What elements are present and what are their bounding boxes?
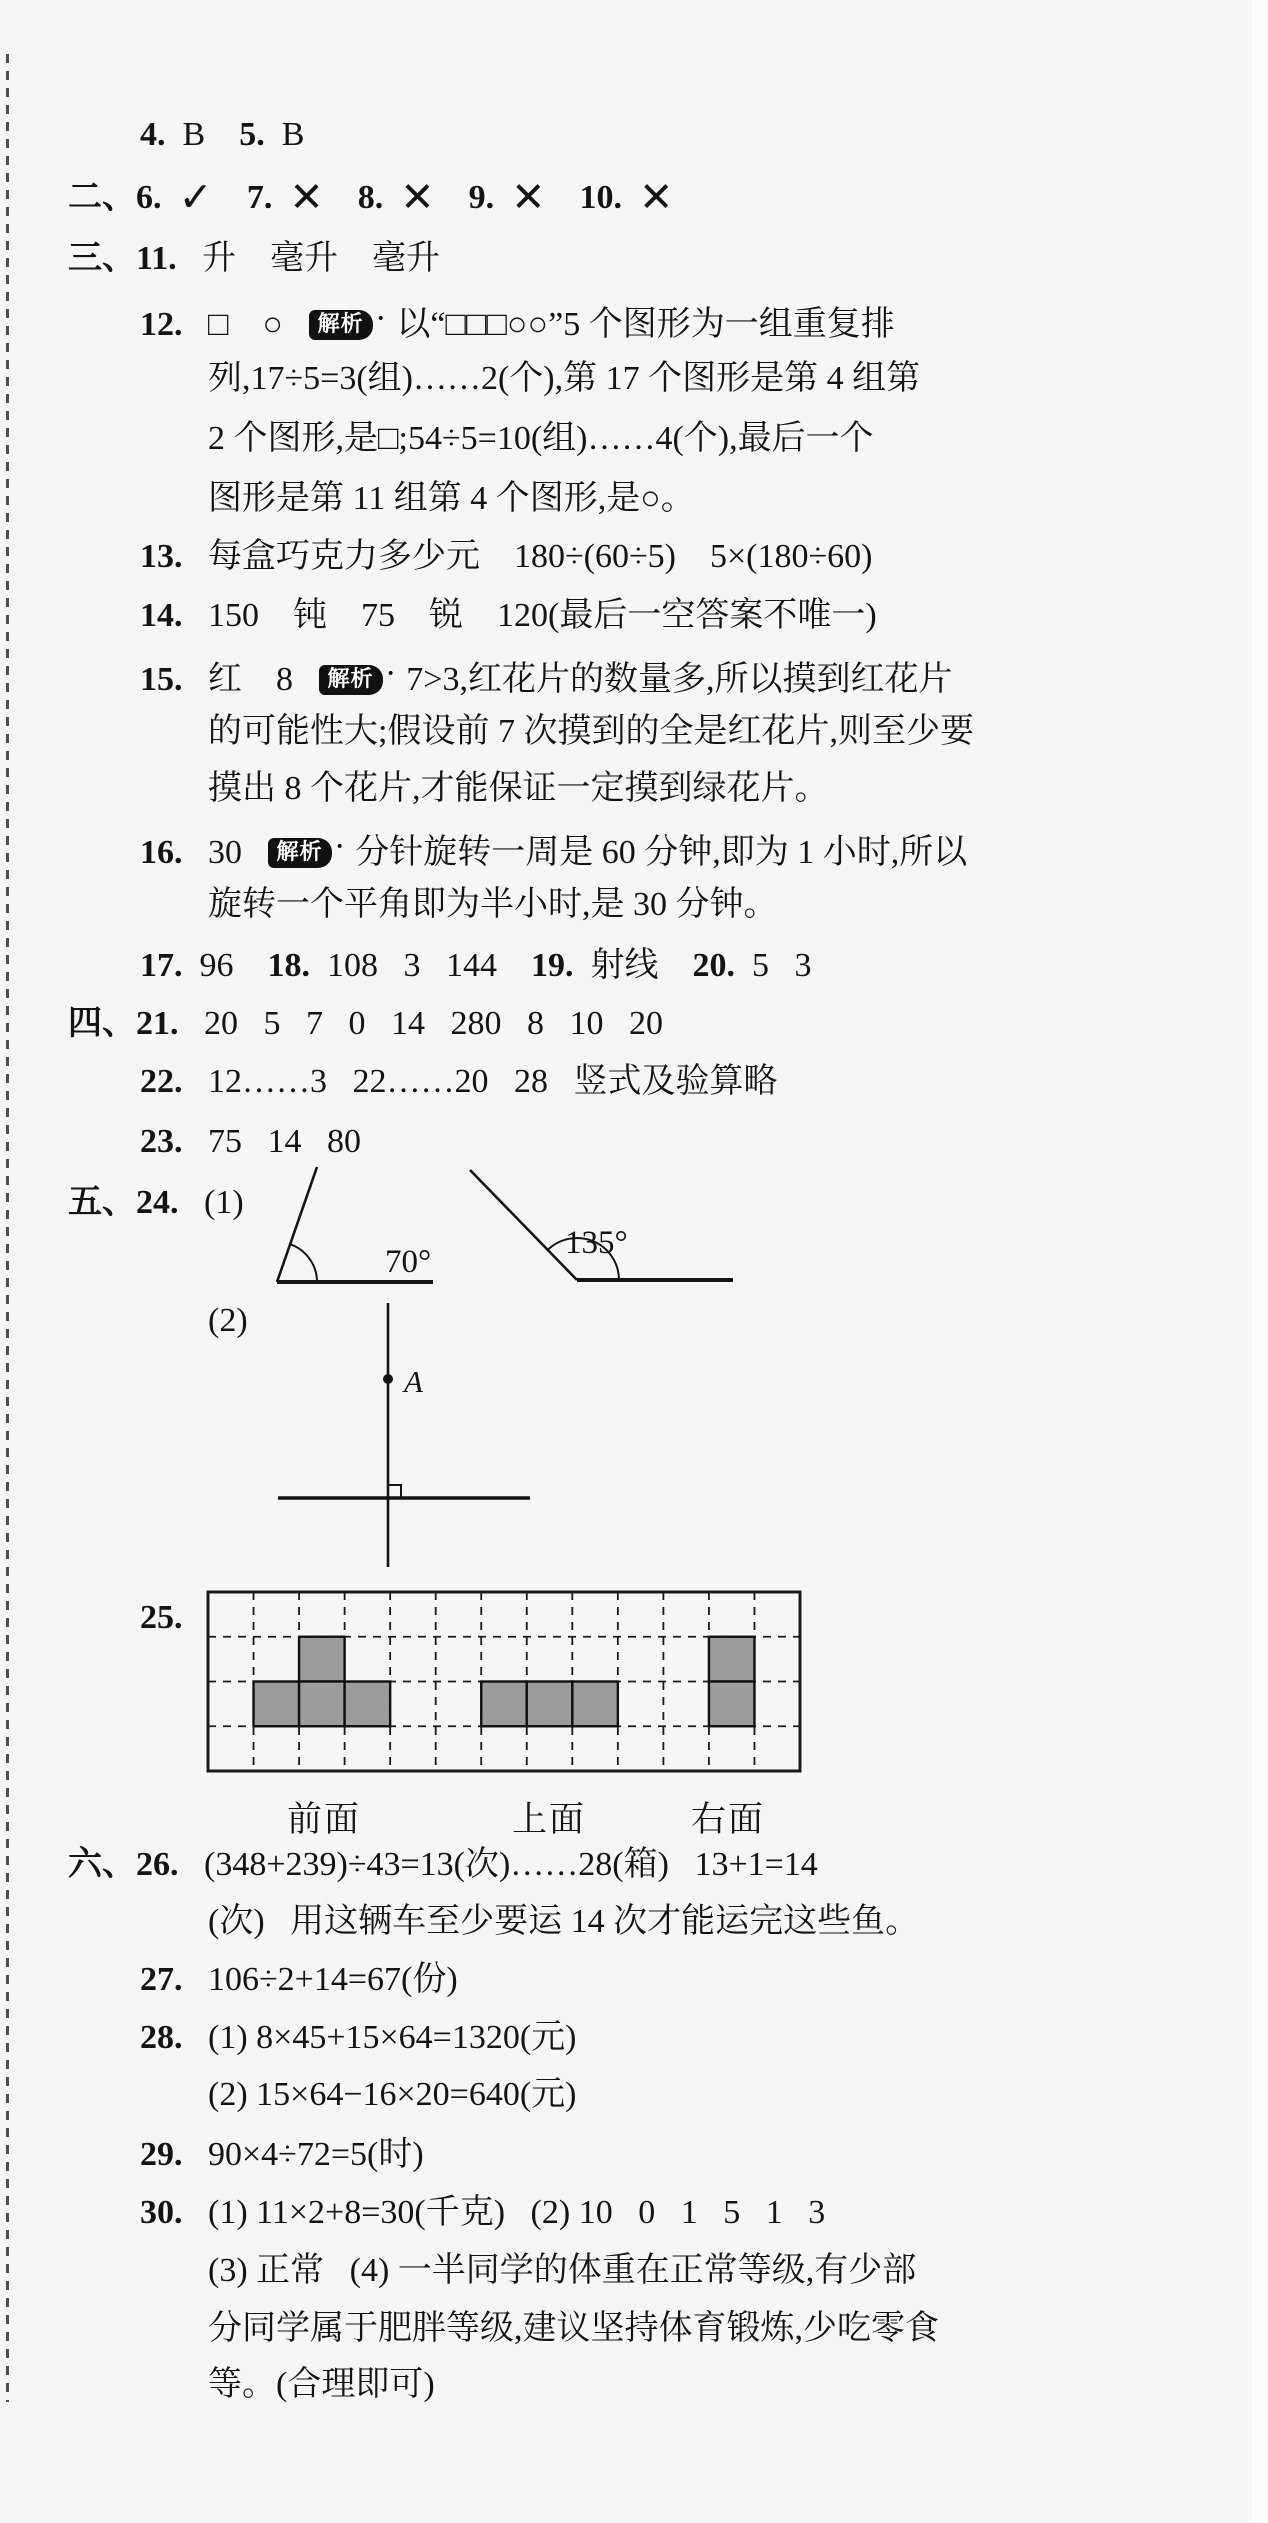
answer-text: [545, 179, 579, 216]
answer-line: [68, 174, 673, 221]
answer-line: [140, 1059, 778, 1105]
angle2-label: 135°: [565, 1225, 628, 1261]
analysis-badge: 解析: [319, 665, 383, 695]
question-number: 7.: [246, 179, 273, 216]
answer-text: (次) 用这辆车至少要运 14 次才能运完这些鱼。: [208, 1903, 920, 1940]
shaded-cell: [709, 1637, 755, 1682]
question-number: 27.: [140, 1961, 183, 1998]
page-edge: [1252, 0, 1268, 2523]
question-number: 9.: [468, 179, 495, 216]
perpendicular-diagram: [270, 1295, 540, 1579]
angle-diagrams: [250, 1148, 760, 1300]
shaded-cell: [299, 1637, 345, 1682]
shaded-cell: [709, 1682, 755, 1727]
angle2-slant-ray: [470, 1170, 577, 1280]
question-number: 18.: [267, 947, 310, 984]
angle1-arc: [291, 1244, 317, 1282]
answer-text: 射线: [573, 947, 693, 984]
question-number: 23.: [140, 1123, 183, 1160]
question-number: 25.: [140, 1599, 183, 1636]
answer-text: [494, 179, 511, 216]
answer-text: 106÷2+14=67(份): [182, 1961, 458, 1998]
right-angle-mark: [388, 1485, 401, 1498]
answer-text: [435, 179, 469, 216]
answer-line: [208, 1298, 248, 1344]
question-number: 五、24.: [68, 1184, 179, 1221]
answer-text: 2 个图形,是□;54÷5=10(组)……4(个),最后一个: [208, 420, 874, 457]
question-number: 20.: [692, 947, 735, 984]
question-number: 4.: [140, 116, 166, 153]
answer-text: (1) 11×2+8=30(千克) (2) 10 0 1 5 1 3: [182, 2194, 826, 2231]
answer-text: 12……3 22……20 28 竖式及验算略: [182, 1063, 778, 1100]
answer-line: [140, 651, 952, 703]
answer-text: [622, 179, 639, 216]
question-number: 四、21.: [68, 1005, 179, 1042]
question-number: 6.: [136, 179, 162, 216]
answer-text: (1) 8×45+15×64=1320(元): [182, 2019, 577, 2056]
page-margin-divider: [6, 54, 9, 2402]
answer-text: (3) 正常 (4) 一半同学的体重在正常等级,有少部: [208, 2252, 917, 2289]
shaded-cell: [254, 1682, 300, 1727]
point-A-dot: [383, 1374, 393, 1384]
answer-text: 的可能性大;假设前 7 次摸到的全是红花片,则至少要: [208, 713, 974, 750]
answer-text: 每盒巧克力多少元 180÷(60÷5) 5×(180÷60): [182, 538, 873, 575]
answer-line: [140, 534, 872, 580]
answer-line: [208, 356, 920, 402]
question-number: 5.: [239, 116, 265, 153]
question-number: 15.: [140, 661, 183, 698]
answer-line: [208, 882, 778, 928]
answer-text: ✓: [178, 173, 213, 221]
answer-line: [208, 2306, 939, 2352]
answer-text: □ ○: [182, 306, 309, 343]
answer-text: [383, 179, 400, 216]
answer-text: 150 钝 75 锐 120(最后一空答案不唯一): [182, 597, 877, 634]
answer-line: [208, 2248, 916, 2294]
badge-dot: •: [335, 839, 344, 855]
answer-text: [213, 179, 247, 216]
question-number: 8.: [357, 179, 384, 216]
answer-text: [324, 179, 358, 216]
answer-text: 旋转一个平角即为半小时,是 30 分钟。: [208, 886, 778, 923]
answer-text: 红 8: [182, 661, 319, 698]
answer-text: B: [165, 116, 240, 153]
question-number: 19.: [531, 947, 574, 984]
answer-text: 摸出 8 个花片,才能保证一定摸到绿花片。: [208, 770, 829, 807]
answer-text: (2) 15×64−16×20=640(元): [208, 2076, 577, 2113]
question-number: 17.: [140, 947, 183, 984]
answer-text: 升 毫升 毫升: [176, 240, 441, 277]
answer-line: [208, 1899, 919, 1945]
point-A-label: A: [404, 1364, 423, 1399]
answer-line: [140, 593, 877, 639]
badge-dot: •: [386, 666, 395, 682]
answer-line: [208, 766, 829, 812]
question-number: 30.: [140, 2194, 183, 2231]
answer-line: [140, 296, 895, 348]
answer-text: 5 3: [735, 947, 812, 984]
question-number: 12.: [140, 306, 183, 343]
shaded-cell: [572, 1682, 618, 1727]
angle1-slant-ray: [277, 1167, 317, 1282]
answer-text: 108 3 144: [310, 947, 531, 984]
view-label: 上面: [512, 1800, 587, 1839]
answer-text: ✕: [638, 173, 674, 221]
question-number: 二、: [68, 179, 136, 216]
shaded-cell: [481, 1682, 527, 1727]
question-number: 14.: [140, 597, 183, 634]
answer-line: [68, 1180, 244, 1226]
answer-text: 96: [182, 947, 268, 984]
answer-line: [68, 1001, 663, 1047]
answer-text: (1): [178, 1184, 244, 1221]
answer-text: 20 5 7 0 14 280 8 10 20: [178, 1005, 663, 1042]
view-label: 右面: [691, 1800, 766, 1839]
answer-text: ✕: [400, 173, 435, 221]
angle1-label: 70°: [385, 1244, 432, 1280]
answer-text: 图形是第 11 组第 4 个图形,是○。: [208, 480, 695, 517]
answer-line: [140, 2132, 424, 2178]
views-grid-diagram: [205, 1589, 805, 1779]
answer-line: [140, 112, 304, 158]
analysis-badge: 解析: [268, 838, 332, 868]
answer-text: 90×4÷72=5(时): [182, 2136, 424, 2173]
answer-text: 等。(合理即可): [208, 2366, 435, 2403]
answer-text: B: [264, 116, 305, 153]
answer-text: 75 14 80: [182, 1123, 361, 1160]
question-number: 29.: [140, 2136, 183, 2173]
answer-text: (348+239)÷43=13(次)……28(箱) 13+1=14: [178, 1846, 818, 1883]
answer-line: [208, 709, 974, 755]
answer-line: [140, 943, 812, 989]
answer-text: 以“□□□○○”5 个图形为一组重复排: [387, 306, 895, 343]
answer-text: (2): [208, 1302, 248, 1339]
answer-line: [208, 2362, 435, 2408]
answer-text: 30: [182, 834, 268, 871]
answer-line: [140, 2015, 577, 2061]
answer-text: 分针旋转一周是 60 分钟,即为 1 小时,所以: [346, 834, 968, 871]
answer-line: [140, 1595, 183, 1641]
analysis-badge: 解析: [309, 310, 373, 340]
question-number: 10.: [579, 179, 622, 216]
answer-line: [140, 2190, 825, 2236]
answer-line: [68, 1842, 818, 1888]
answer-text: 列,17÷5=3(组)……2(个),第 17 个图形是第 4 组第: [208, 360, 921, 397]
question-number: 13.: [140, 538, 183, 575]
answer-line: [140, 1957, 458, 2003]
question-number: 六、26.: [68, 1846, 179, 1883]
answer-line: [208, 416, 874, 462]
shaded-cell: [299, 1682, 345, 1727]
question-number: 22.: [140, 1063, 183, 1100]
question-number: 16.: [140, 834, 183, 871]
answer-line: [68, 236, 440, 282]
answer-text: ✕: [289, 173, 324, 221]
shaded-cell: [527, 1682, 573, 1727]
shaded-cell: [345, 1682, 391, 1727]
answer-text: 7>3,红花片的数量多,所以摸到红花片: [397, 661, 953, 698]
badge-dot: •: [376, 311, 385, 327]
question-number: 28.: [140, 2019, 183, 2056]
answer-text: ✕: [511, 173, 546, 221]
answer-text: [272, 179, 289, 216]
answer-text: 分同学属于肥胖等级,建议坚持体育锻炼,少吃零食: [208, 2310, 939, 2347]
answer-line: [140, 824, 967, 876]
answer-line: [208, 2072, 577, 2118]
answer-text: [162, 179, 179, 216]
view-label: 前面: [287, 1800, 362, 1839]
answer-line: [208, 476, 695, 522]
question-number: 三、11.: [68, 240, 177, 277]
